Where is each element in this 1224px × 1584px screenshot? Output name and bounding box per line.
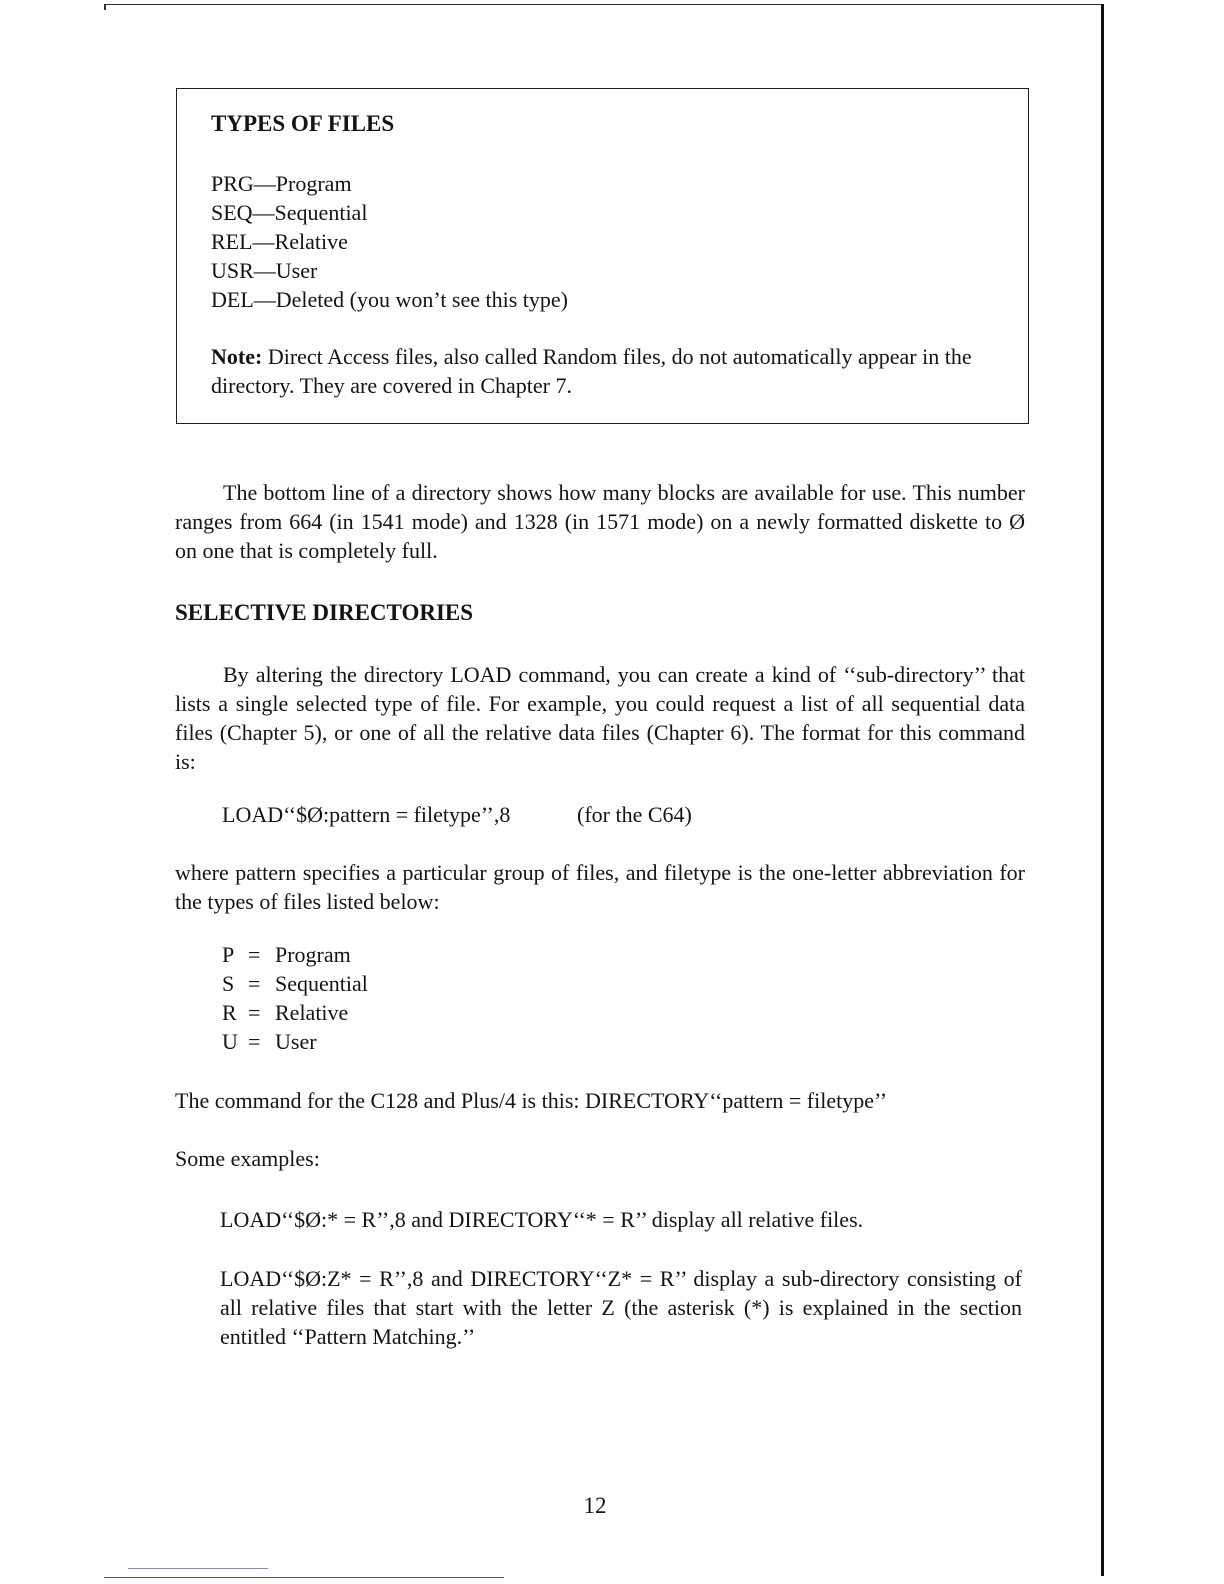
abbr-letter: U	[222, 1029, 238, 1054]
scan-edge-bottom	[104, 1577, 504, 1578]
scan-edge-corner	[104, 4, 106, 10]
abbr-letter: S	[222, 971, 235, 996]
section-heading: SELECTIVE DIRECTORIES	[175, 600, 474, 625]
abbr-name: User	[275, 1029, 317, 1054]
note-text: Direct Access files, also called Random files, do not automatically appear in the directory. They are covered in Chapter 7.	[211, 344, 972, 398]
where-paragraph: where pattern specifies a particular group of files, and filetype is the one-letter abbreviation for the types of files listed below:	[175, 860, 1025, 914]
abbr-letter: R	[222, 1000, 237, 1025]
file-type-item: DEL—Deleted (you won’t see this type)	[211, 287, 569, 312]
example-2: LOAD‘‘$Ø:Z* = R’’,8 and DIRECTORY‘‘Z* = R’’ display a sub-directory consisting of all relative files that start with the letter Z (the asterisk (*) is explained in the section entitled ‘‘Pattern Matching.’’	[220, 1266, 1022, 1349]
note-label: Note:	[211, 344, 263, 369]
page-number: 12	[583, 1493, 607, 1518]
abbr-name: Relative	[275, 1000, 349, 1025]
box-note	[211, 342, 1006, 400]
example-1: LOAD‘‘$Ø:* = R’’,8 and DIRECTORY‘‘* = R’’ display all relative files.	[220, 1207, 864, 1232]
file-type-item: PRG—Program	[211, 171, 352, 196]
abbr-name: Program	[275, 942, 351, 967]
abbr-equals: =	[248, 971, 261, 996]
abbreviation-item	[222, 998, 368, 1027]
scan-edge-right	[1101, 4, 1104, 1576]
examples-label: Some examples:	[175, 1146, 320, 1171]
file-type-item: SEQ—Sequential	[211, 200, 368, 225]
file-type-item: REL—Relative	[211, 229, 348, 254]
abbr-name: Sequential	[275, 971, 368, 996]
scan-artifact-line	[128, 1568, 268, 1569]
abbr-equals: =	[248, 1029, 261, 1054]
abbr-letter: P	[222, 942, 235, 967]
box-title: TYPES OF FILES	[211, 111, 395, 136]
abbreviation-list	[222, 940, 368, 1056]
abbreviation-item	[222, 940, 368, 969]
abbr-equals: =	[248, 1000, 261, 1025]
file-type-item: USR—User	[211, 258, 318, 283]
abbreviation-item	[222, 1027, 368, 1056]
load-command-note: (for the C64)	[577, 802, 692, 827]
load-command: LOAD‘‘$Ø:pattern = filetype’’,8	[222, 802, 511, 827]
abbreviation-item	[222, 969, 368, 998]
section-paragraph: By altering the directory LOAD command, you can create a kind of ‘‘sub-directory’’ that lists a single selected type of file. For example, you could request a list of all sequential data files (Chapter 5), or one of all the relative data files (Chapter 6). The format for this command is:	[175, 662, 1025, 774]
c128-command-line: The command for the C128 and Plus/4 is this: DIRECTORY‘‘pattern = filetype’’	[175, 1088, 888, 1113]
intro-paragraph: The bottom line of a directory shows how many blocks are available for use. This number ranges from 664 (in 1541 mode) and 1328 (in 1571 mode) on a newly formatted diskette to Ø on one that is completely full.	[175, 480, 1025, 563]
file-type-list	[211, 169, 568, 314]
scan-edge-top	[104, 4, 1104, 5]
abbr-equals: =	[248, 942, 261, 967]
file-types-box	[176, 88, 1029, 424]
